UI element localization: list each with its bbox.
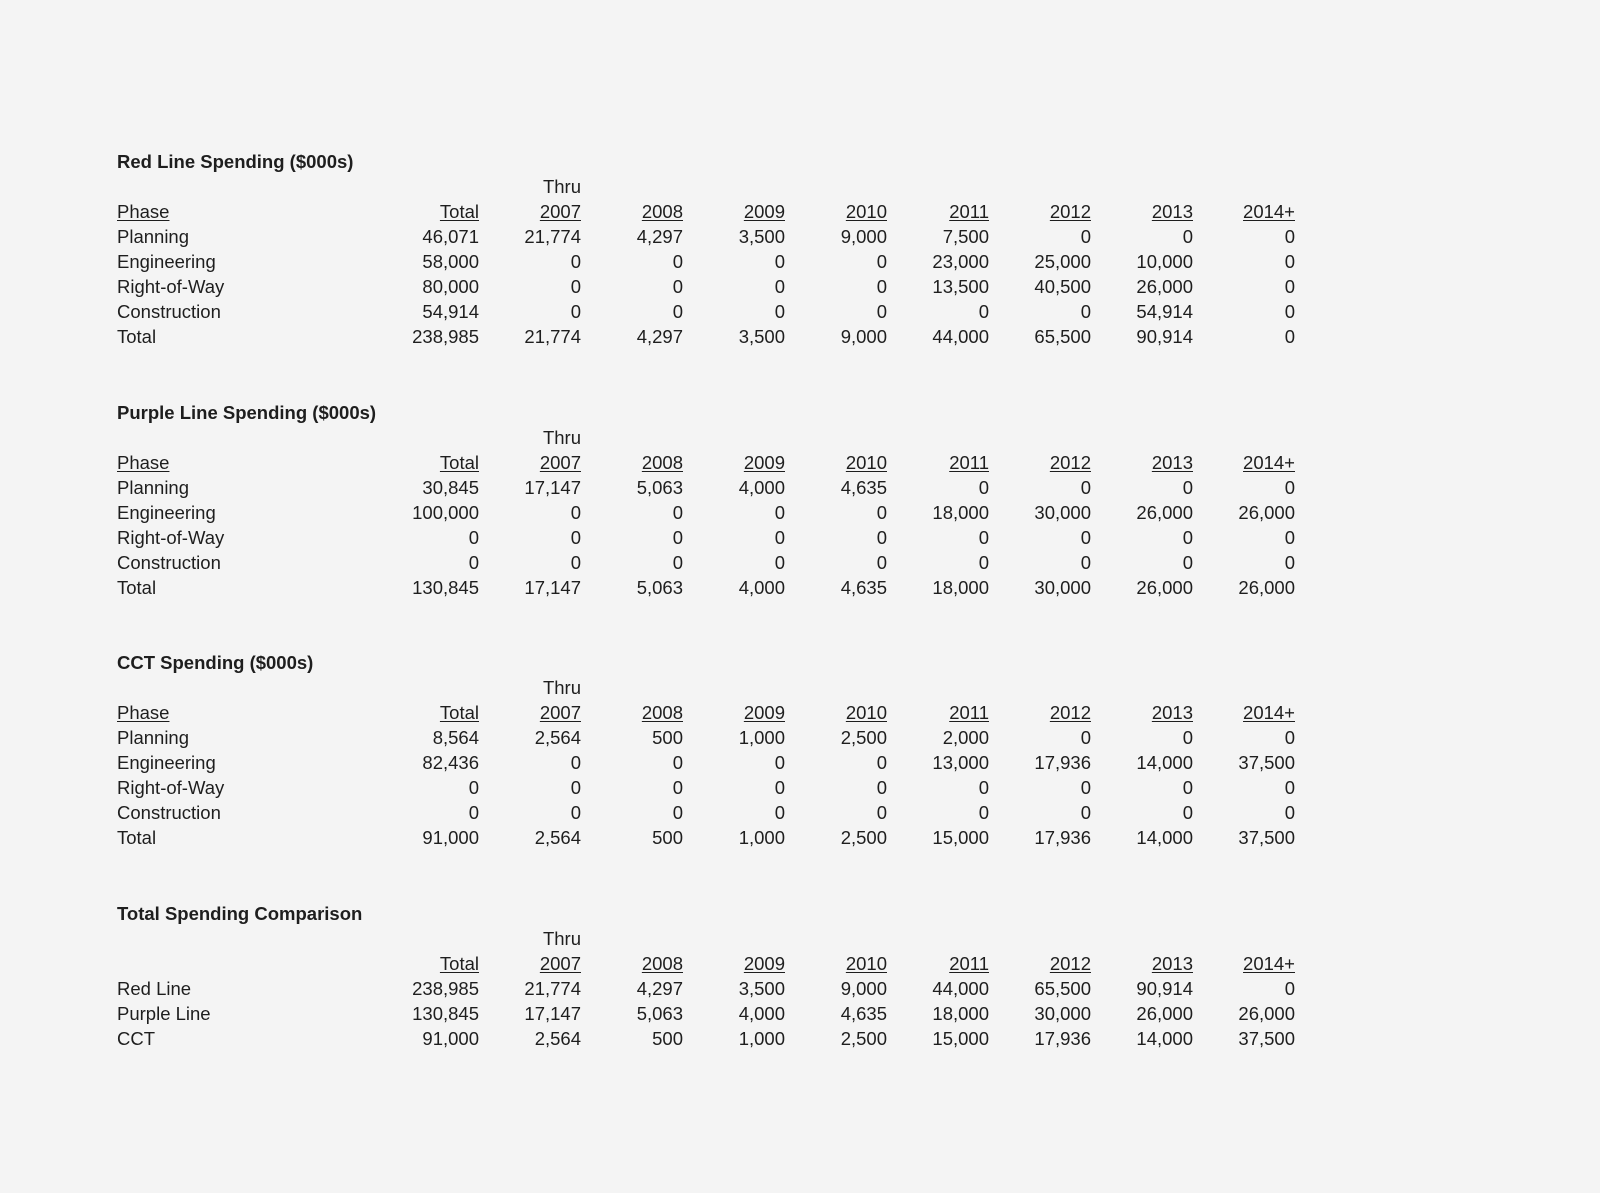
header-top-cell bbox=[989, 174, 1091, 199]
column-header: Total bbox=[439, 702, 479, 723]
table-cell: 18,000 bbox=[932, 577, 989, 598]
table-cell: 0 bbox=[1284, 802, 1295, 823]
header-top-cell: Thru bbox=[542, 427, 581, 448]
table-cell: 90,914 bbox=[1136, 978, 1193, 999]
header-top-cell: Thru bbox=[542, 677, 581, 698]
comparison-section bbox=[117, 901, 1317, 1051]
header-top-cell bbox=[989, 425, 1091, 450]
column-header: 2007 bbox=[539, 702, 581, 723]
column-header: 2008 bbox=[641, 452, 683, 473]
table-cell: 4,297 bbox=[636, 978, 683, 999]
table-cell: 0 bbox=[1182, 552, 1193, 573]
table-row bbox=[117, 750, 1295, 775]
table-row bbox=[117, 1026, 1295, 1051]
table-cell: 0 bbox=[774, 251, 785, 272]
table-cell: 15,000 bbox=[932, 1028, 989, 1049]
header-top-cell: Thru bbox=[542, 176, 581, 197]
table-cell: 0 bbox=[570, 276, 581, 297]
header-top-row bbox=[117, 174, 1295, 199]
header-top-cell bbox=[581, 675, 683, 700]
row-label: Engineering bbox=[117, 251, 216, 272]
table-cell: 0 bbox=[1182, 802, 1193, 823]
column-header: 2014+ bbox=[1243, 201, 1295, 222]
column-header: 2007 bbox=[539, 953, 581, 974]
table-cell: 0 bbox=[876, 276, 887, 297]
column-header: Phase bbox=[117, 201, 170, 222]
table-cell: 0 bbox=[774, 502, 785, 523]
table-cell: 30,000 bbox=[1034, 577, 1091, 598]
total-row bbox=[117, 825, 1295, 850]
column-header: 2010 bbox=[845, 702, 887, 723]
table-cell: 0 bbox=[468, 527, 479, 548]
table-cell: 0 bbox=[672, 777, 683, 798]
table-cell: 238,985 bbox=[412, 326, 479, 347]
table-cell: 0 bbox=[774, 752, 785, 773]
table-cell: 9,000 bbox=[840, 326, 887, 347]
table-cell: 21,774 bbox=[524, 978, 581, 999]
table-cell: 5,063 bbox=[636, 577, 683, 598]
table-cell: 3,500 bbox=[738, 978, 785, 999]
column-header: 2010 bbox=[845, 452, 887, 473]
column-header: 2012 bbox=[1049, 702, 1091, 723]
table-cell: 2,500 bbox=[840, 727, 887, 748]
table-row bbox=[117, 550, 1295, 575]
row-label: Right-of-Way bbox=[117, 527, 225, 548]
column-header: 2012 bbox=[1049, 953, 1091, 974]
column-header: Total bbox=[439, 953, 479, 974]
column-header: 2014+ bbox=[1243, 452, 1295, 473]
table-cell: 44,000 bbox=[932, 978, 989, 999]
table-cell: 0 bbox=[672, 301, 683, 322]
table-cell: 54,914 bbox=[422, 301, 479, 322]
table-cell: 91,000 bbox=[422, 1028, 479, 1049]
table-cell: 500 bbox=[652, 727, 683, 748]
table-cell: 0 bbox=[978, 527, 989, 548]
table-cell: 0 bbox=[978, 477, 989, 498]
table-cell: 0 bbox=[1080, 802, 1091, 823]
table-cell: 0 bbox=[570, 777, 581, 798]
column-header: 2013 bbox=[1151, 452, 1193, 473]
table-row bbox=[117, 299, 1295, 324]
table-cell: 14,000 bbox=[1136, 827, 1193, 848]
table-cell: 0 bbox=[1182, 727, 1193, 748]
table-cell: 0 bbox=[1284, 226, 1295, 247]
table-cell: 17,147 bbox=[524, 1003, 581, 1024]
table-row bbox=[117, 224, 1295, 249]
table-cell: 2,564 bbox=[534, 1028, 581, 1049]
table-cell: 37,500 bbox=[1238, 752, 1295, 773]
table-cell: 58,000 bbox=[422, 251, 479, 272]
column-header: Total bbox=[439, 201, 479, 222]
table-cell: 0 bbox=[672, 802, 683, 823]
table-cell: 0 bbox=[1182, 777, 1193, 798]
column-header: 2010 bbox=[845, 953, 887, 974]
table-cell: 9,000 bbox=[840, 978, 887, 999]
table-cell: 30,000 bbox=[1034, 502, 1091, 523]
section-title: Total Spending Comparison bbox=[117, 903, 363, 924]
table-cell: 0 bbox=[774, 802, 785, 823]
table-cell: 4,635 bbox=[840, 477, 887, 498]
purple-line-table bbox=[117, 425, 1295, 600]
table-cell: 0 bbox=[876, 527, 887, 548]
row-label: Engineering bbox=[117, 502, 216, 523]
table-cell: 0 bbox=[1284, 251, 1295, 272]
row-label: Engineering bbox=[117, 752, 216, 773]
header-top-cell bbox=[377, 174, 479, 199]
table-cell: 0 bbox=[1284, 527, 1295, 548]
header-top-cell bbox=[887, 675, 989, 700]
header-row bbox=[117, 951, 1295, 976]
header-top-cell bbox=[785, 675, 887, 700]
table-cell: 26,000 bbox=[1136, 276, 1193, 297]
column-header: 2010 bbox=[845, 201, 887, 222]
table-cell: 40,500 bbox=[1034, 276, 1091, 297]
table-cell: 500 bbox=[652, 827, 683, 848]
table-cell: 54,914 bbox=[1136, 301, 1193, 322]
table-cell: 0 bbox=[570, 752, 581, 773]
header-top-cell bbox=[117, 926, 377, 951]
row-label: Right-of-Way bbox=[117, 276, 225, 297]
table-row bbox=[117, 800, 1295, 825]
column-header: 2009 bbox=[743, 702, 785, 723]
header-top-cell bbox=[581, 926, 683, 951]
table-cell: 0 bbox=[1080, 477, 1091, 498]
table-cell: 26,000 bbox=[1238, 577, 1295, 598]
table-cell: 0 bbox=[1182, 527, 1193, 548]
table-cell: 15,000 bbox=[932, 827, 989, 848]
header-top-cell bbox=[1193, 926, 1295, 951]
table-cell: 44,000 bbox=[932, 326, 989, 347]
header-top-cell bbox=[1091, 174, 1193, 199]
table-cell: 0 bbox=[774, 552, 785, 573]
header-top-cell bbox=[683, 174, 785, 199]
table-cell: 26,000 bbox=[1136, 1003, 1193, 1024]
table-cell: 0 bbox=[774, 276, 785, 297]
table-cell: 4,297 bbox=[636, 326, 683, 347]
purple-line-section bbox=[117, 400, 1317, 600]
table-cell: 0 bbox=[774, 527, 785, 548]
table-cell: 0 bbox=[1182, 477, 1193, 498]
table-cell: 23,000 bbox=[932, 251, 989, 272]
table-cell: 3,500 bbox=[738, 326, 785, 347]
table-cell: 0 bbox=[876, 802, 887, 823]
table-cell: 14,000 bbox=[1136, 1028, 1193, 1049]
header-row bbox=[117, 199, 1295, 224]
row-label: Planning bbox=[117, 477, 190, 498]
table-cell: 0 bbox=[672, 552, 683, 573]
header-top-cell bbox=[377, 675, 479, 700]
table-cell: 0 bbox=[876, 752, 887, 773]
cct-table bbox=[117, 675, 1295, 850]
table-cell: 0 bbox=[978, 777, 989, 798]
total-row bbox=[117, 575, 1295, 600]
section-title: CCT Spending ($000s) bbox=[117, 652, 314, 673]
table-cell: 37,500 bbox=[1238, 1028, 1295, 1049]
column-header: 2013 bbox=[1151, 953, 1193, 974]
column-header: 2008 bbox=[641, 953, 683, 974]
table-cell: 0 bbox=[978, 802, 989, 823]
column-header: Total bbox=[439, 452, 479, 473]
column-header: Phase bbox=[117, 452, 170, 473]
table-cell: 46,071 bbox=[422, 226, 479, 247]
row-label: Construction bbox=[117, 802, 221, 823]
table-cell: 0 bbox=[876, 777, 887, 798]
table-cell: 13,500 bbox=[932, 276, 989, 297]
table-cell: 0 bbox=[672, 752, 683, 773]
header-top-cell bbox=[117, 675, 377, 700]
column-header: 2009 bbox=[743, 201, 785, 222]
header-top-row bbox=[117, 425, 1295, 450]
table-cell: 7,500 bbox=[942, 226, 989, 247]
table-cell: 13,000 bbox=[932, 752, 989, 773]
table-cell: 17,147 bbox=[524, 577, 581, 598]
table-cell: 0 bbox=[570, 527, 581, 548]
header-row bbox=[117, 700, 1295, 725]
header-top-cell bbox=[887, 174, 989, 199]
table-cell: 0 bbox=[1080, 527, 1091, 548]
table-cell: 65,500 bbox=[1034, 978, 1091, 999]
column-header: 2011 bbox=[949, 702, 989, 723]
table-cell: 5,063 bbox=[636, 1003, 683, 1024]
table-cell: 17,936 bbox=[1034, 1028, 1091, 1049]
table-cell: 30,000 bbox=[1034, 1003, 1091, 1024]
column-header: 2009 bbox=[743, 953, 785, 974]
table-cell: 0 bbox=[774, 301, 785, 322]
table-cell: 5,063 bbox=[636, 477, 683, 498]
table-cell: 0 bbox=[1080, 727, 1091, 748]
table-cell: 0 bbox=[672, 276, 683, 297]
table-cell: 17,147 bbox=[524, 477, 581, 498]
table-cell: 18,000 bbox=[932, 1003, 989, 1024]
table-cell: 0 bbox=[672, 251, 683, 272]
table-cell: 0 bbox=[1284, 276, 1295, 297]
header-top-cell bbox=[117, 425, 377, 450]
table-cell: 26,000 bbox=[1136, 502, 1193, 523]
table-cell: 500 bbox=[652, 1028, 683, 1049]
column-header: 2014+ bbox=[1243, 702, 1295, 723]
header-top-cell bbox=[377, 425, 479, 450]
table-cell: 14,000 bbox=[1136, 752, 1193, 773]
table-cell: 0 bbox=[1080, 552, 1091, 573]
table-cell: 0 bbox=[774, 777, 785, 798]
total-row bbox=[117, 324, 1295, 349]
row-label: Construction bbox=[117, 301, 221, 322]
table-cell: 0 bbox=[570, 251, 581, 272]
table-cell: 0 bbox=[876, 301, 887, 322]
table-cell: 0 bbox=[1284, 326, 1295, 347]
header-top-cell bbox=[989, 926, 1091, 951]
table-cell: 2,564 bbox=[534, 827, 581, 848]
table-cell: 0 bbox=[672, 527, 683, 548]
row-label: Total bbox=[117, 577, 157, 598]
table-cell: 25,000 bbox=[1034, 251, 1091, 272]
header-top-cell bbox=[581, 425, 683, 450]
table-cell: 17,936 bbox=[1034, 827, 1091, 848]
table-row bbox=[117, 525, 1295, 550]
table-cell: 1,000 bbox=[738, 727, 785, 748]
table-cell: 1,000 bbox=[738, 1028, 785, 1049]
table-cell: 26,000 bbox=[1238, 1003, 1295, 1024]
column-header: Phase bbox=[117, 702, 170, 723]
table-row bbox=[117, 249, 1295, 274]
table-cell: 21,774 bbox=[524, 226, 581, 247]
column-header: 2013 bbox=[1151, 702, 1193, 723]
header-top-cell bbox=[887, 425, 989, 450]
table-row bbox=[117, 274, 1295, 299]
table-cell: 91,000 bbox=[422, 827, 479, 848]
header-top-row bbox=[117, 675, 1295, 700]
header-top-cell bbox=[683, 926, 785, 951]
table-cell: 80,000 bbox=[422, 276, 479, 297]
table-cell: 30,845 bbox=[422, 477, 479, 498]
table-cell: 0 bbox=[468, 552, 479, 573]
row-label: CCT bbox=[117, 1028, 156, 1049]
row-label: Right-of-Way bbox=[117, 777, 225, 798]
table-cell: 0 bbox=[978, 301, 989, 322]
column-header: 2012 bbox=[1049, 201, 1091, 222]
table-cell: 4,297 bbox=[636, 226, 683, 247]
table-cell: 18,000 bbox=[932, 502, 989, 523]
section-title: Red Line Spending ($000s) bbox=[117, 151, 354, 172]
table-cell: 100,000 bbox=[412, 502, 479, 523]
header-top-row bbox=[117, 926, 1295, 951]
table-cell: 65,500 bbox=[1034, 326, 1091, 347]
header-top-cell bbox=[683, 675, 785, 700]
table-row bbox=[117, 725, 1295, 750]
table-cell: 17,936 bbox=[1034, 752, 1091, 773]
table-cell: 0 bbox=[1080, 301, 1091, 322]
header-top-cell bbox=[1091, 425, 1193, 450]
red-line-section bbox=[117, 149, 1317, 349]
table-cell: 0 bbox=[1284, 552, 1295, 573]
header-row bbox=[117, 450, 1295, 475]
table-cell: 0 bbox=[570, 802, 581, 823]
row-label: Construction bbox=[117, 552, 221, 573]
header-top-cell bbox=[1193, 174, 1295, 199]
column-header: 2011 bbox=[949, 953, 989, 974]
table-cell: 9,000 bbox=[840, 226, 887, 247]
table-cell: 0 bbox=[1182, 226, 1193, 247]
cct-section bbox=[117, 650, 1317, 850]
column-header: 2011 bbox=[949, 201, 989, 222]
header-top-cell bbox=[117, 174, 377, 199]
table-cell: 4,635 bbox=[840, 577, 887, 598]
red-line-table bbox=[117, 174, 1295, 349]
table-row bbox=[117, 1001, 1295, 1026]
column-header: 2008 bbox=[641, 702, 683, 723]
header-top-cell bbox=[683, 425, 785, 450]
column-header: 2009 bbox=[743, 452, 785, 473]
table-cell: 1,000 bbox=[738, 827, 785, 848]
table-cell: 2,000 bbox=[942, 727, 989, 748]
table-cell: 4,000 bbox=[738, 1003, 785, 1024]
table-cell: 4,635 bbox=[840, 1003, 887, 1024]
column-header: 2011 bbox=[949, 452, 989, 473]
column-header: 2013 bbox=[1151, 201, 1193, 222]
table-row bbox=[117, 500, 1295, 525]
table-cell: 10,000 bbox=[1136, 251, 1193, 272]
column-header: 2012 bbox=[1049, 452, 1091, 473]
comparison-table bbox=[117, 926, 1295, 1051]
header-top-cell bbox=[1091, 926, 1193, 951]
table-cell: 8,564 bbox=[432, 727, 479, 748]
table-cell: 0 bbox=[570, 502, 581, 523]
table-cell: 0 bbox=[1284, 727, 1295, 748]
row-label: Total bbox=[117, 827, 157, 848]
table-cell: 0 bbox=[1284, 477, 1295, 498]
table-cell: 4,000 bbox=[738, 477, 785, 498]
table-cell: 37,500 bbox=[1238, 827, 1295, 848]
header-top-cell bbox=[1091, 675, 1193, 700]
table-row bbox=[117, 775, 1295, 800]
table-cell: 26,000 bbox=[1136, 577, 1193, 598]
table-cell: 0 bbox=[570, 301, 581, 322]
table-cell: 0 bbox=[1284, 301, 1295, 322]
row-label: Purple Line bbox=[117, 1003, 211, 1024]
table-cell: 26,000 bbox=[1238, 502, 1295, 523]
column-header: 2007 bbox=[539, 452, 581, 473]
table-cell: 4,000 bbox=[738, 577, 785, 598]
table-cell: 90,914 bbox=[1136, 326, 1193, 347]
table-cell: 0 bbox=[876, 552, 887, 573]
column-header: 2007 bbox=[539, 201, 581, 222]
header-top-cell bbox=[887, 926, 989, 951]
column-header: 2008 bbox=[641, 201, 683, 222]
table-cell: 0 bbox=[1284, 978, 1295, 999]
header-top-cell bbox=[785, 926, 887, 951]
table-cell: 21,774 bbox=[524, 326, 581, 347]
row-label: Red Line bbox=[117, 978, 192, 999]
table-cell: 0 bbox=[876, 251, 887, 272]
row-label: Planning bbox=[117, 226, 190, 247]
table-cell: 0 bbox=[1284, 777, 1295, 798]
table-cell: 2,500 bbox=[840, 1028, 887, 1049]
header-top-cell bbox=[989, 675, 1091, 700]
table-cell: 0 bbox=[468, 777, 479, 798]
table-cell: 0 bbox=[1080, 777, 1091, 798]
table-row bbox=[117, 475, 1295, 500]
header-top-cell bbox=[785, 174, 887, 199]
table-cell: 0 bbox=[978, 552, 989, 573]
table-cell: 3,500 bbox=[738, 226, 785, 247]
table-cell: 130,845 bbox=[412, 1003, 479, 1024]
header-top-cell bbox=[377, 926, 479, 951]
table-cell: 130,845 bbox=[412, 577, 479, 598]
row-label: Total bbox=[117, 326, 157, 347]
table-row bbox=[117, 976, 1295, 1001]
table-cell: 238,985 bbox=[412, 978, 479, 999]
header-top-cell bbox=[1193, 425, 1295, 450]
header-top-cell bbox=[1193, 675, 1295, 700]
header-top-cell: Thru bbox=[542, 928, 581, 949]
table-cell: 0 bbox=[1080, 226, 1091, 247]
table-cell: 0 bbox=[876, 502, 887, 523]
table-cell: 2,564 bbox=[534, 727, 581, 748]
column-header: 2014+ bbox=[1243, 953, 1295, 974]
table-cell: 82,436 bbox=[422, 752, 479, 773]
row-label: Planning bbox=[117, 727, 190, 748]
table-cell: 0 bbox=[672, 502, 683, 523]
section-title: Purple Line Spending ($000s) bbox=[117, 402, 377, 423]
table-cell: 0 bbox=[468, 802, 479, 823]
table-cell: 0 bbox=[570, 552, 581, 573]
header-top-cell bbox=[785, 425, 887, 450]
table-cell: 2,500 bbox=[840, 827, 887, 848]
header-top-cell bbox=[581, 174, 683, 199]
